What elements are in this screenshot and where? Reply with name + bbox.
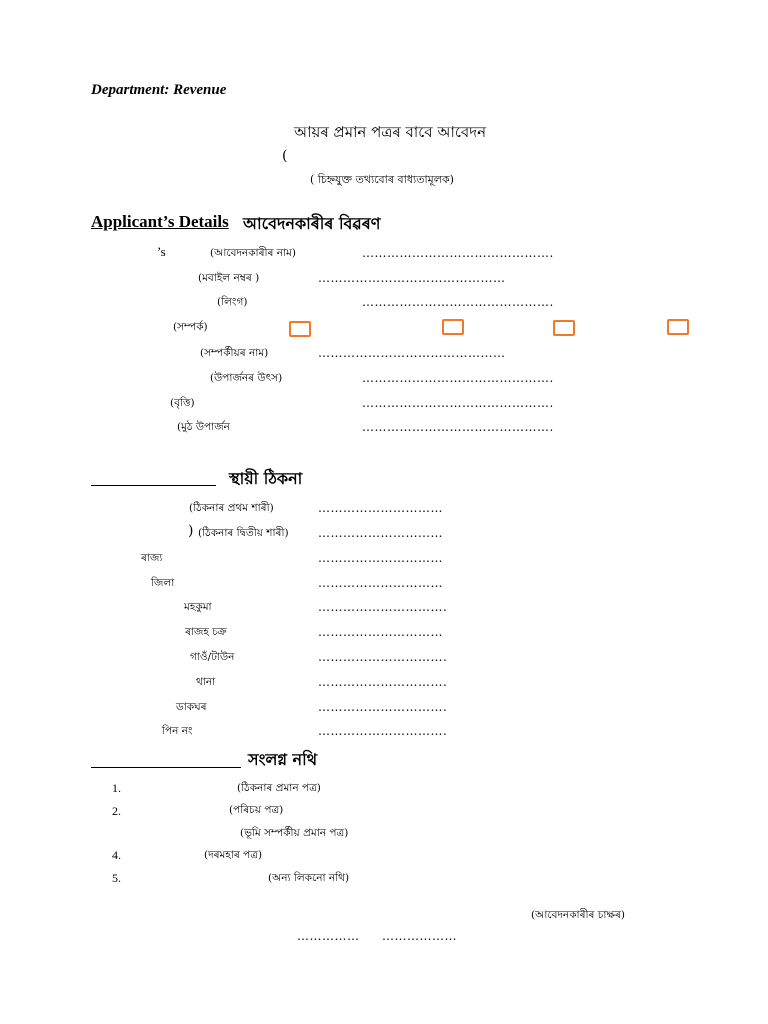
address-line2-label: (ঠিকনাৰ দ্বিতীয় শাৰী)	[198, 527, 289, 539]
address-line1-label: (ঠিকনাৰ প্ৰথম শাৰী)	[189, 502, 274, 514]
relative-name-field[interactable]: ………………………………………	[318, 346, 506, 360]
relation-checkbox-4[interactable]	[667, 319, 689, 335]
applicant-name-label: (আবেদনকাৰীৰ নাম)	[210, 247, 296, 259]
post-office-field[interactable]: ………………………….	[318, 700, 448, 714]
mobile-field[interactable]: ………………………………………	[318, 271, 506, 285]
relation-checkbox-1[interactable]	[289, 321, 311, 337]
police-station-field[interactable]: ………………………….	[318, 675, 448, 689]
address-heading-rule	[91, 485, 216, 486]
state-label: ৰাজ্য	[141, 552, 163, 564]
relation-checkbox-3[interactable]	[553, 320, 575, 336]
state-field[interactable]: …………………………	[318, 551, 443, 565]
signature-label: (আবেদনকাৰীৰ চাক্ষৰ)	[531, 909, 625, 921]
closing-paren: )	[188, 523, 194, 539]
subdivision-field[interactable]: ………………………….	[318, 600, 448, 614]
police-station-label: থানা	[196, 676, 216, 688]
occupation-label: (বৃত্তি)	[170, 397, 195, 409]
doc-salary-label: (দৰমহাৰ পত্ৰ)	[204, 849, 263, 861]
revenue-circle-label: ৰাজহ চক্ৰ	[185, 626, 227, 638]
income-source-field[interactable]: ……………………………………….	[362, 371, 554, 385]
documents-heading-rule	[91, 767, 241, 768]
village-town-field[interactable]: ………………………….	[318, 650, 448, 664]
doc-num-5: 5.	[112, 871, 121, 885]
open-paren: (	[282, 148, 288, 164]
applicant-name-field[interactable]: ……………………………………….	[362, 246, 554, 260]
applicant-heading-en: Applicant’s Details	[91, 212, 229, 231]
gender-label: (লিংগ)	[217, 296, 248, 308]
address-heading-as: স্থায়ী ঠিকনা	[229, 469, 303, 488]
revenue-circle-field[interactable]: …………………………	[318, 625, 443, 639]
signature-date-field[interactable]: ……………	[297, 929, 360, 943]
doc-num-2: 2.	[112, 804, 121, 818]
documents-heading-as: সংলগ্ন নথি	[248, 750, 318, 769]
applicant-heading-as: আবেদনকাৰীৰ বিৱৰণ	[243, 214, 381, 233]
doc-num-1: 1.	[112, 781, 121, 795]
gender-field[interactable]: ……………………………………….	[362, 295, 554, 309]
subdivision-label: মহকুমা	[184, 601, 212, 613]
relation-label: (সম্পৰ্ক)	[173, 321, 208, 333]
pin-field[interactable]: ………………………….	[318, 724, 448, 738]
signature-place-field[interactable]: ………………	[382, 929, 457, 943]
doc-land-proof-label: (ভূমি সম্পৰ্কীয় প্ৰমান পত্ৰ)	[240, 827, 349, 839]
department-label: Department: Revenue	[91, 82, 227, 98]
total-income-label: (মুঠ উপাৰ্জন	[177, 421, 230, 433]
village-town-label: গাওঁ/টাউন	[190, 651, 235, 663]
doc-address-proof-label: (ঠিকনাৰ প্ৰমান পত্ৰ)	[237, 782, 321, 794]
doc-other-label: (অন্য লিকনো নথি)	[268, 872, 350, 884]
doc-id-proof-label: (পৰিচয় পত্ৰ)	[229, 804, 284, 816]
mandatory-note: ( চিহ্নযুক্ত তথ্যবোৰ বাধ্যতামূলক)	[310, 173, 454, 186]
total-income-field[interactable]: ……………………………………….	[362, 420, 554, 434]
address-line1-field[interactable]: …………………………	[318, 501, 443, 515]
relation-checkbox-2[interactable]	[442, 319, 464, 335]
address-line2-field[interactable]: …………………………	[318, 526, 443, 540]
form-title: আয়ৰ প্ৰমান পত্ৰৰ বাবে আবেদন	[294, 123, 487, 141]
mobile-label: (মবাইল নম্বৰ )	[198, 272, 260, 284]
pin-label: পিন নং	[162, 725, 193, 737]
district-label: জিলা	[151, 577, 175, 589]
occupation-field[interactable]: ……………………………………….	[362, 396, 554, 410]
possessive-mark: ’s	[157, 244, 166, 259]
relative-name-label: (সম্পৰ্কীয়ৰ নাম)	[200, 347, 269, 359]
post-office-label: ডাকঘৰ	[176, 701, 207, 713]
district-field[interactable]: …………………………	[318, 576, 443, 590]
income-source-label: (উপাৰ্জনৰ উৎস)	[210, 372, 283, 384]
doc-num-4: 4.	[112, 848, 121, 862]
